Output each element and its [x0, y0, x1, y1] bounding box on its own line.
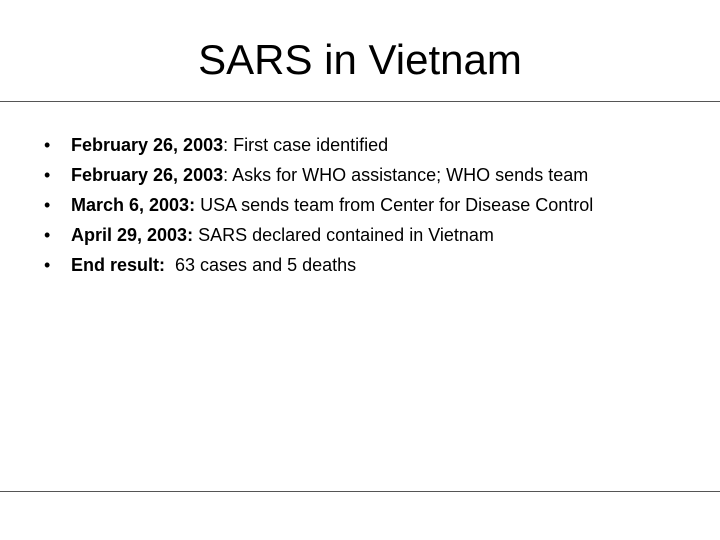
- bullet-item-first-case: [44, 130, 593, 160]
- bullet-text: 63 cases and 5 deaths: [165, 255, 357, 275]
- bullet-item-contained: [44, 220, 593, 250]
- bullet-icon: •: [44, 225, 51, 245]
- bullet-item-end-result: [44, 250, 593, 280]
- bullet-icon: •: [44, 135, 51, 155]
- bullet-list: [44, 130, 593, 280]
- slide-title: SARS in Vietnam: [198, 36, 522, 83]
- bullet-item-who-assistance: [44, 160, 593, 190]
- bullet-label: February 26, 2003: [71, 135, 224, 155]
- bullet-label: February 26, 2003: [71, 165, 224, 185]
- bullet-text: : First case identified: [223, 135, 389, 155]
- title-divider: [0, 101, 720, 102]
- bullet-icon: •: [44, 255, 51, 275]
- bullet-label: April 29, 2003:: [71, 225, 194, 245]
- bullet-icon: •: [44, 165, 51, 185]
- footer-divider: [0, 491, 720, 492]
- bullet-text: USA sends team from Center for Disease Control: [195, 195, 594, 215]
- bullet-icon: •: [44, 195, 51, 215]
- bullet-label: March 6, 2003:: [71, 195, 196, 215]
- bullet-label: End result:: [71, 255, 166, 275]
- bullet-text: SARS declared contained in Vietnam: [193, 225, 494, 245]
- bullet-item-usa-team: [44, 190, 593, 220]
- bullet-text: : Asks for WHO assistance; WHO sends team: [223, 165, 589, 185]
